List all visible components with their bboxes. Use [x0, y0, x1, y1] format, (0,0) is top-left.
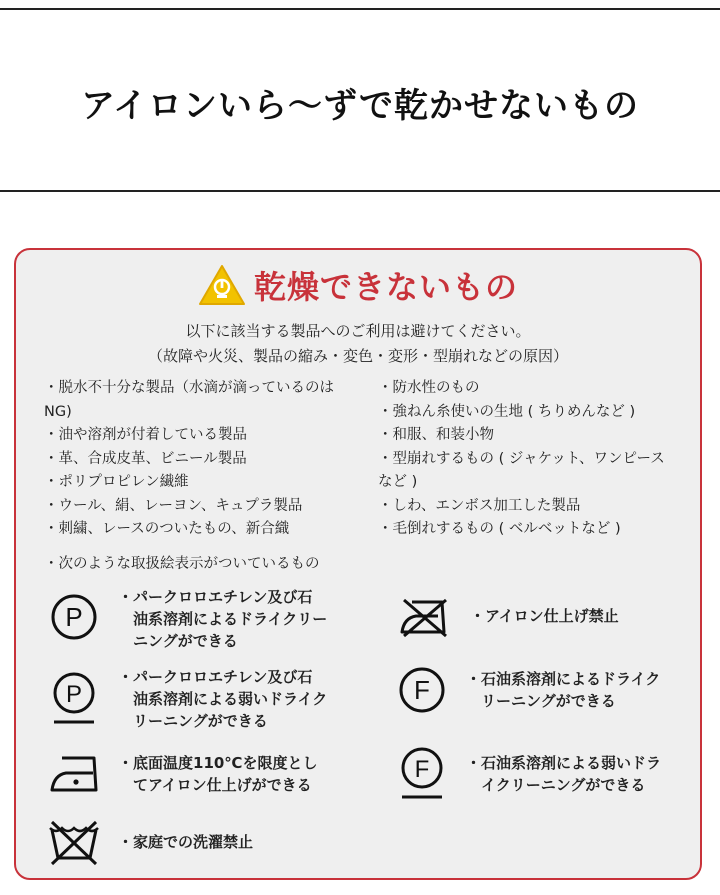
p-circle-icon [48, 589, 100, 649]
list-item: ・しわ、エンボス加工した製品 [378, 497, 581, 514]
iron-110-icon [48, 744, 100, 804]
notice-heading-text: 乾燥できないもの [253, 268, 518, 306]
no-iron-icon [396, 586, 452, 646]
intro-line-2: （故障や火災、製品の縮み・変色・変形・型崩れなどの原因） [147, 347, 568, 365]
care-label-no-iron [396, 586, 619, 646]
warning-icon [198, 264, 246, 306]
page-title: アイロンいら～ずで乾かせないもの [81, 86, 639, 126]
excluded-items-right [378, 377, 688, 542]
list-item: ・和服、和装小物 [378, 427, 494, 443]
care-label-text: ・パークロロエチレン及び石 油系溶剤による弱いドライク リーニングができる [118, 668, 328, 730]
f-circle-underlined-icon [396, 744, 448, 804]
svg-text:F: F [414, 675, 430, 705]
list-item: ・ウール、絹、レーヨン、キュプラ製品 [44, 497, 303, 514]
list-item: など ) [378, 474, 418, 490]
title-bottom-rule [0, 190, 720, 192]
list-item: ・刺繍、レースのついたもの、新合織 [44, 521, 290, 537]
care-label-intro: ・次のような取扱絵表示がついているもの [44, 556, 320, 572]
care-label-no-wash [48, 812, 253, 872]
f-circle-icon [396, 660, 448, 720]
svg-text:P: P [65, 602, 83, 632]
care-label-iron [48, 744, 317, 804]
care-label-text: ・家庭での洗濯禁止 [118, 833, 254, 851]
list-item: ・革、合成皮革、ビニール製品 [44, 450, 247, 467]
top-rule [0, 8, 720, 10]
list-item: ・防水性のもの [378, 380, 480, 396]
svg-text:F: F [414, 756, 430, 783]
svg-text:P: P [65, 681, 83, 708]
no-wash-icon [48, 812, 100, 872]
care-label-p [48, 586, 327, 652]
care-label-text: ・底面温度110℃を限度とし てアイロン仕上げができる [118, 754, 318, 794]
care-label-text: ・石油系溶剤によるドライク リーニングができる [466, 670, 661, 710]
care-label-text: ・パークロロエチレン及び石 油系溶剤によるドライクリー ニングができる [118, 588, 328, 650]
list-item: ・脱水不十分な製品（水滴が滴っているのは [44, 380, 334, 396]
care-label-text: ・アイロン仕上げ禁止 [470, 607, 619, 625]
list-item: NG) [44, 403, 72, 420]
list-item: ・毛倒れするもの ( ベルベットなど ) [378, 521, 621, 537]
list-item: ・油や溶剤が付着している製品 [44, 427, 247, 443]
list-item: ・ポリプロピレン繊維 [44, 474, 189, 490]
list-item: ・強ねん糸使いの生地 ( ちりめんなど ) [378, 403, 636, 420]
notice-heading [16, 262, 700, 308]
care-label-f [396, 660, 660, 720]
notice-box [14, 248, 702, 880]
list-item: ・型崩れするもの ( ジャケット、ワンピース [378, 450, 665, 467]
care-label-f-weak [396, 744, 661, 804]
p-circle-underlined-icon [48, 669, 100, 729]
care-label-text: ・石油系溶剤による弱いドラ イクリーニングができる [466, 754, 662, 794]
intro-line-1: 以下に該当する製品へのご利用は避けてください。 [185, 322, 531, 340]
care-label-p-weak [48, 666, 327, 732]
excluded-items-left [44, 377, 380, 542]
